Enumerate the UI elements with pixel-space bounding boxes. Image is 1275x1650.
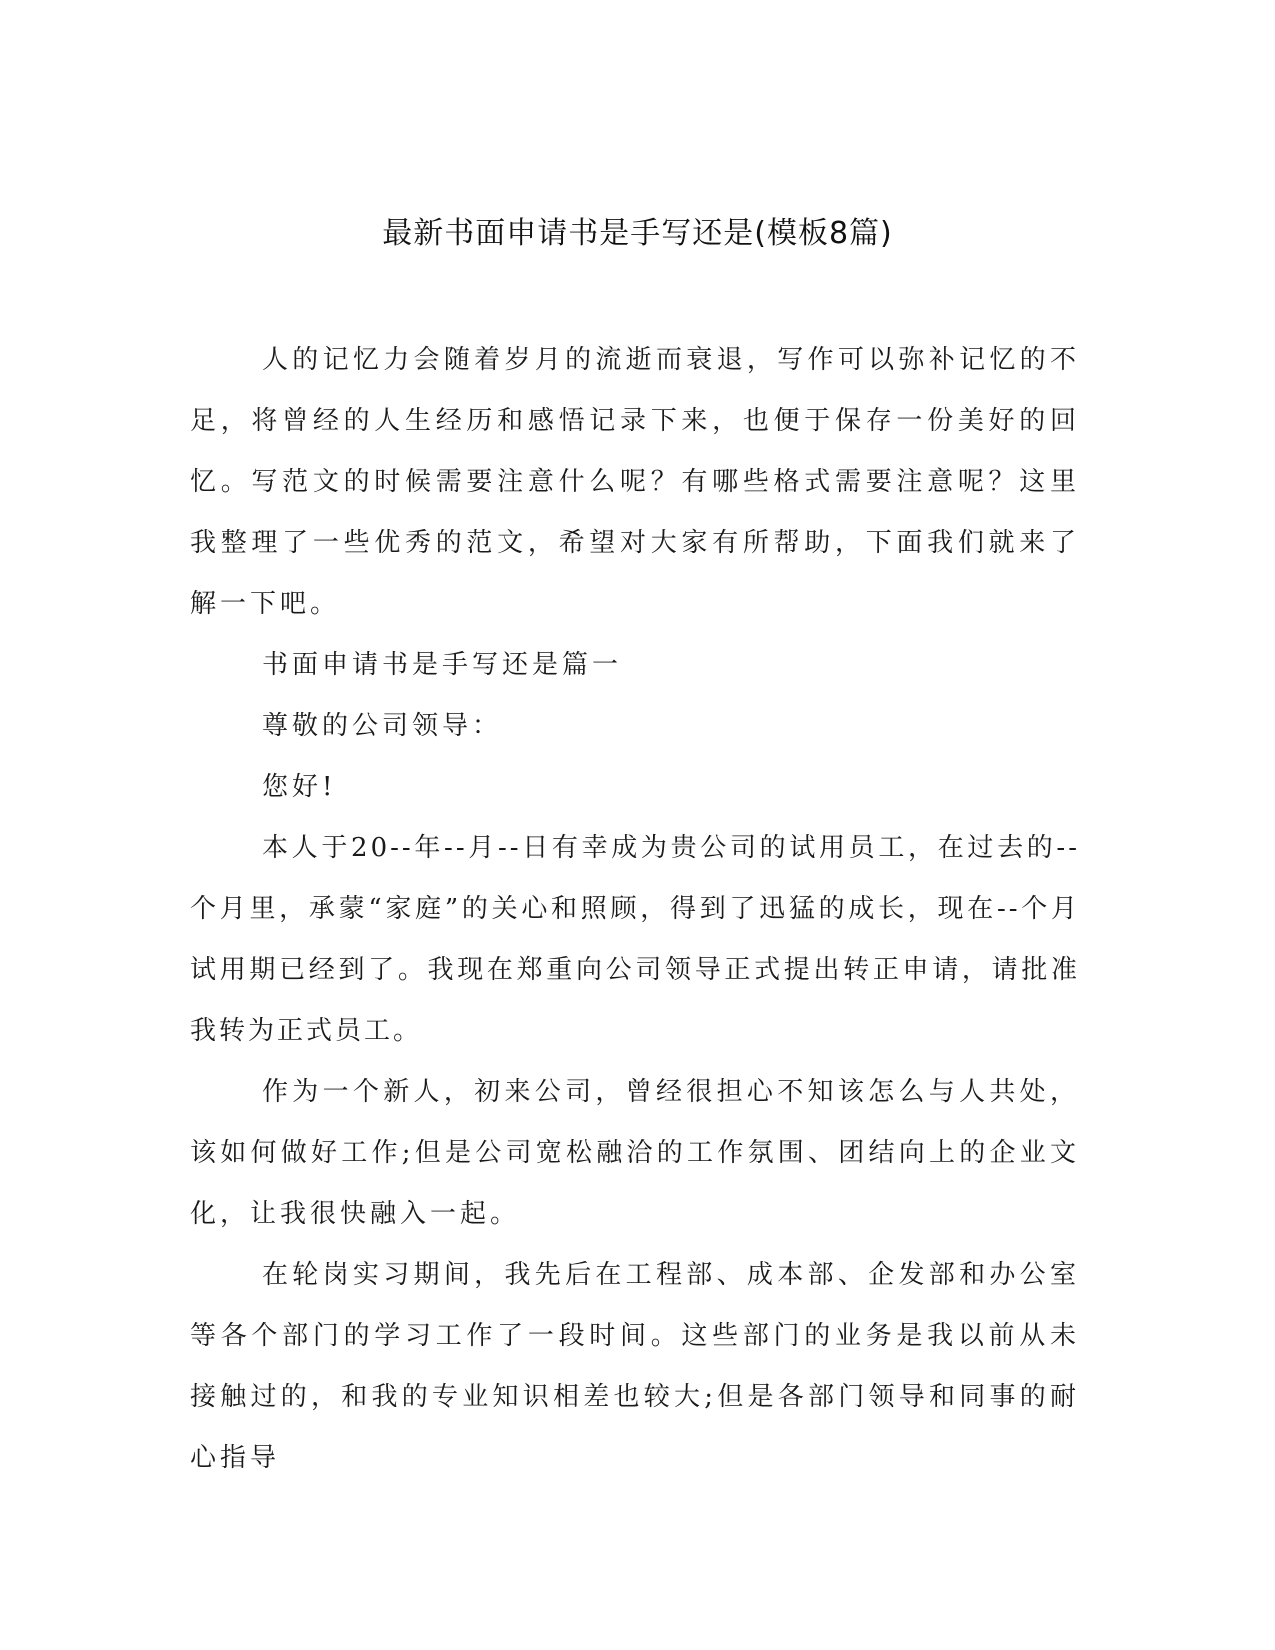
intro-paragraph: 人的记忆力会随着岁月的流逝而衰退，写作可以弥补记忆的不足，将曾经的人生经历和感悟记录下来，也便于保存一份美好的回忆。写范文的时候需要注意什么呢？有哪些格式需要注意呢？这里我整理了一些优秀的范文，希望对大家有所帮助，下面我们就来了解一下吧。 <box>190 345 1080 619</box>
greeting: 您好! <box>262 772 337 802</box>
body-paragraph: 作为一个新人，初来公司，曾经很担心不知该怎么与人共处，该如何做好工作;但是公司宽松融洽的工作氛围、团结向上的企业文化，让我很快融入一起。 <box>190 1077 1080 1229</box>
document-title: 最新书面申请书是手写还是(模板8篇) <box>382 216 893 251</box>
document-body <box>190 330 1080 1489</box>
body-paragraph: 在轮岗实习期间，我先后在工程部、成本部、企发部和办公室等各个部门的学习工作了一段时间。这些部门的业务是我以前从未接触过的，和我的专业知识相差也较大;但是各部门领导和同事的耐心指导 <box>190 1260 1080 1473</box>
section-heading: 书面申请书是手写还是篇一 <box>262 650 623 680</box>
salutation: 尊敬的公司领导： <box>262 711 503 741</box>
body-paragraph: 本人于20--年--月--日有幸成为贵公司的试用员工，在过去的--个月里，承蒙“家庭”的关心和照顾，得到了迅猛的成长，现在--个月试用期已经到了。我现在郑重向公司领导正式提出转正申请，请批准我转为正式员工。 <box>190 833 1080 1046</box>
